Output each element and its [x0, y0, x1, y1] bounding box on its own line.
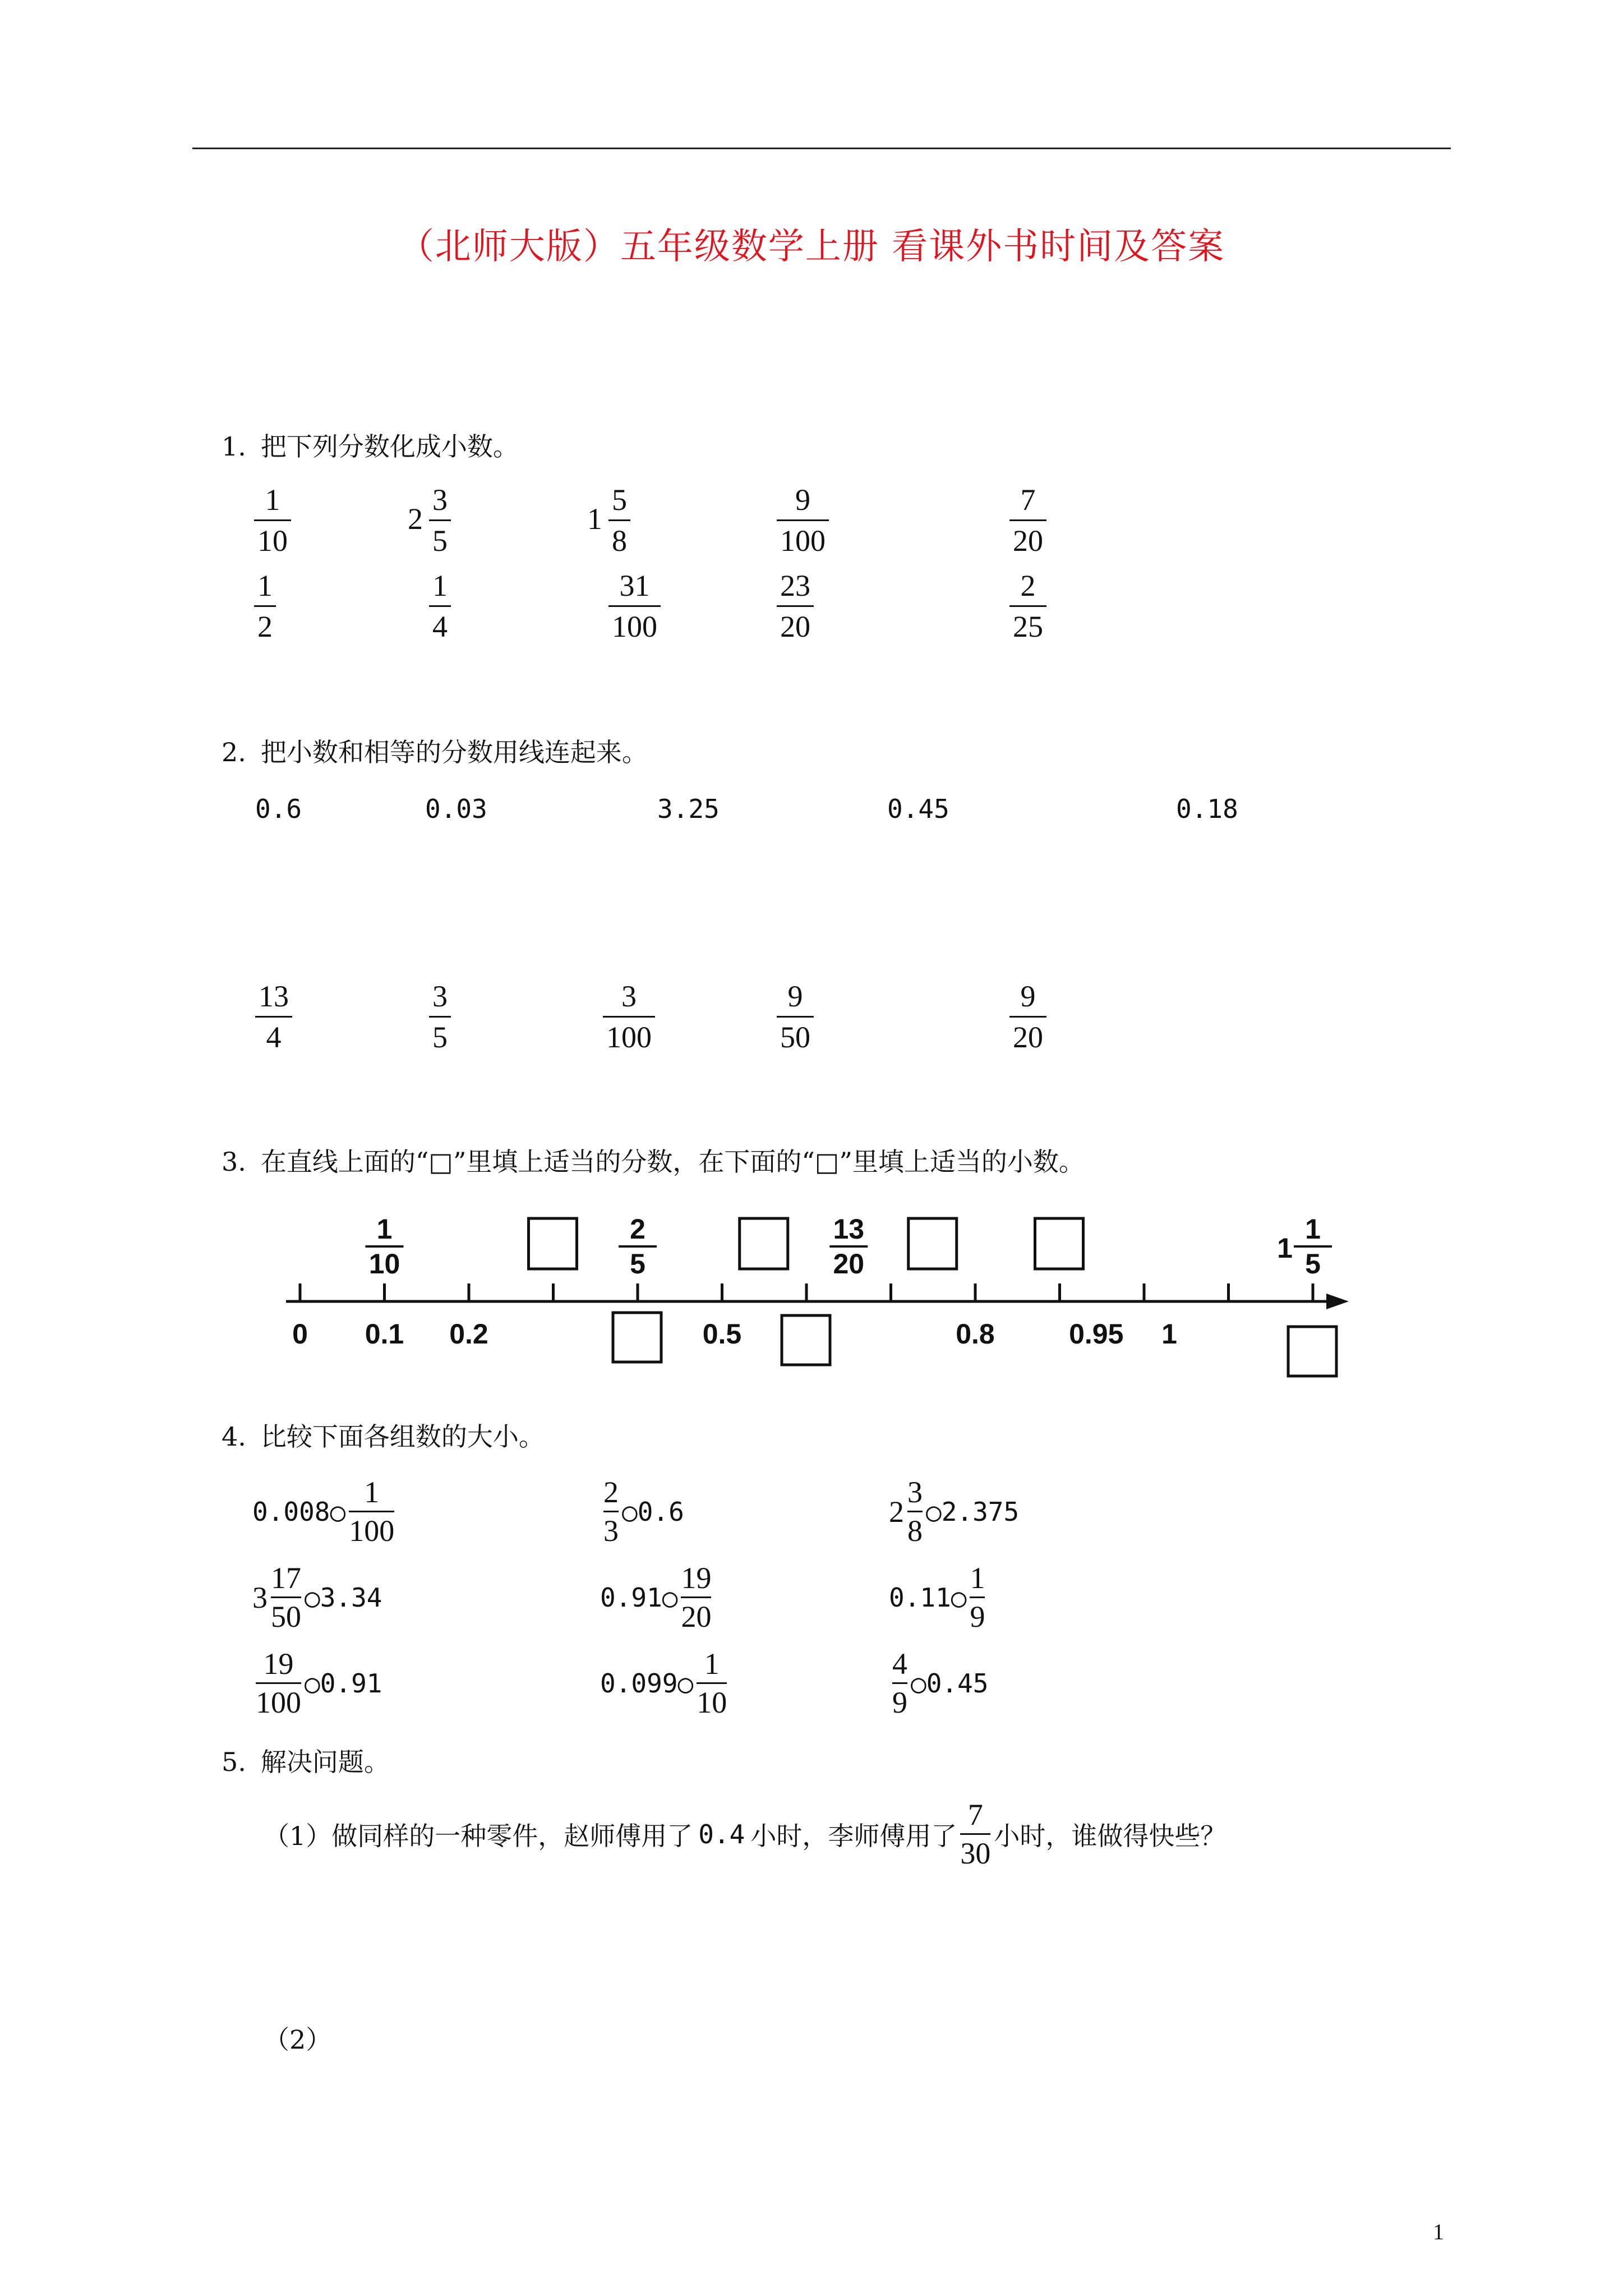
fraction — [256, 1647, 301, 1719]
number-line-fraction-numerator: 1 — [376, 1213, 393, 1245]
fraction-denominator: 3 — [603, 1514, 619, 1548]
number-line-label: 0.2 — [449, 1318, 488, 1350]
comparison-circle: ○ — [622, 1496, 638, 1527]
fraction-numerator: 2 — [603, 1475, 619, 1509]
fraction — [907, 1475, 923, 1548]
number-line-fraction-denominator: 5 — [1305, 1248, 1321, 1280]
fraction-numerator: 2 — [1020, 569, 1036, 602]
mixed-number-whole: 3 — [252, 1580, 268, 1614]
answer-box-top — [1035, 1218, 1083, 1269]
problem-1-value: 0.4 — [698, 1819, 745, 1849]
fraction-denominator: 9 — [970, 1600, 985, 1634]
number-line-fraction-numerator: 1 — [1305, 1213, 1321, 1245]
fraction-denominator: 10 — [697, 1686, 727, 1719]
fraction-numerator: 9 — [795, 483, 810, 517]
comparison-circle: ○ — [305, 1668, 320, 1699]
fraction-numerator: 3 — [907, 1475, 923, 1509]
question-1-text: 把下列分数化成小数。 — [260, 431, 519, 462]
mixed-number-whole: 1 — [587, 502, 602, 536]
number-line-label: 1 — [1161, 1318, 1177, 1350]
number-line-label: 0.8 — [956, 1318, 995, 1350]
fraction-numerator: 17 — [271, 1561, 301, 1595]
question-5-problem-2: （2） — [264, 2024, 332, 2055]
comparison-item — [600, 1561, 714, 1634]
comparison-circle: ○ — [330, 1496, 346, 1527]
fraction — [349, 1475, 394, 1548]
fraction-denominator: 4 — [432, 610, 448, 643]
fraction-denominator: 100 — [606, 1020, 652, 1054]
page-title: （北师大版）五年级数学上册 看课外书时间及答案 — [398, 226, 1225, 268]
fraction-numerator: 1 — [257, 569, 273, 602]
fraction-denominator: 9 — [892, 1686, 907, 1719]
fraction-denominator: 50 — [271, 1600, 301, 1634]
number-line-label: 0.95 — [1069, 1318, 1124, 1350]
decimal-value: 0.6 — [255, 794, 302, 824]
fraction-numerator: 3 — [432, 979, 448, 1013]
fraction-numerator: 1 — [970, 1561, 985, 1595]
question-2-number: 2. — [222, 737, 246, 767]
decimal-value: 3.34 — [320, 1582, 382, 1613]
fraction-numerator: 19 — [681, 1561, 712, 1595]
answer-box-bottom — [782, 1315, 830, 1365]
fraction — [697, 1647, 727, 1719]
answer-box-top — [740, 1218, 788, 1269]
question-3-text: 在直线上面的“□”里填上适当的分数，在下面的“□”里填上适当的小数。 — [260, 1147, 1085, 1177]
mixed-number-whole: 2 — [889, 1494, 904, 1529]
question-2-text: 把小数和相等的分数用线连起来。 — [260, 737, 648, 767]
fraction-numerator: 1 — [265, 483, 280, 517]
fraction-denominator: 20 — [780, 610, 810, 643]
fraction-denominator: 25 — [1013, 610, 1043, 643]
fraction — [892, 1647, 907, 1719]
comparison-item — [600, 1475, 684, 1548]
comparison-item — [600, 1647, 730, 1719]
problem-1-text-c: 小时，谁做得快些？ — [994, 1820, 1227, 1851]
fraction-denominator: 10 — [257, 524, 288, 558]
question-4-text: 比较下面各组数的大小。 — [260, 1421, 545, 1452]
answer-box-top — [909, 1218, 957, 1269]
question-1-number: 1. — [222, 431, 246, 462]
fraction — [970, 1561, 985, 1634]
problem-1-text-a: （1）做同样的一种零件，赵师傅用了 — [264, 1820, 693, 1851]
decimal-value: 3.25 — [657, 794, 720, 824]
fraction-numerator: 3 — [432, 483, 448, 517]
number-line-fraction-denominator: 10 — [368, 1248, 400, 1280]
page-number: 1 — [1433, 2219, 1444, 2244]
fraction-numerator: 23 — [780, 569, 810, 602]
decimal-value: 0.03 — [425, 794, 487, 824]
fraction-denominator: 2 — [257, 610, 273, 643]
problem-1-fraction — [960, 1798, 990, 1870]
question-5-text: 解决问题。 — [260, 1747, 390, 1777]
mixed-number-whole: 2 — [408, 502, 423, 536]
fraction-denominator: 100 — [256, 1686, 301, 1719]
fraction-numerator: 13 — [259, 979, 289, 1013]
comparison-circle: ○ — [305, 1582, 320, 1613]
fraction-denominator: 100 — [780, 524, 826, 558]
fraction-numerator: 31 — [619, 569, 650, 602]
fraction — [681, 1561, 711, 1634]
number-line-fraction-numerator: 2 — [630, 1213, 645, 1245]
fraction-numerator: 7 — [1020, 483, 1036, 517]
number-line-arrow — [1326, 1294, 1349, 1309]
fraction — [603, 1475, 619, 1548]
decimal-value: 0.91 — [320, 1668, 382, 1699]
number-line-label: 0.5 — [702, 1318, 742, 1350]
decimal-value: 0.18 — [1176, 794, 1238, 824]
fraction-denominator: 4 — [266, 1020, 282, 1054]
decimal-value: 0.008 — [252, 1496, 330, 1527]
comparison-circle: ○ — [911, 1668, 926, 1699]
fraction-denominator: 20 — [1013, 524, 1043, 558]
fraction-denominator: 30 — [960, 1837, 991, 1870]
comparison-item — [889, 1647, 988, 1719]
decimal-value: 0.099 — [600, 1668, 678, 1699]
fraction-denominator: 8 — [907, 1514, 923, 1548]
comparison-circle: ○ — [677, 1668, 694, 1699]
question-5-problem-1 — [264, 1798, 1226, 1870]
answer-box-bottom — [613, 1313, 661, 1362]
question-4-number: 4. — [222, 1421, 246, 1452]
answer-box-bottom — [1288, 1327, 1336, 1376]
fraction-numerator: 3 — [621, 979, 637, 1013]
comparison-circle: ○ — [926, 1496, 942, 1527]
fraction-denominator: 20 — [681, 1600, 712, 1634]
comparison-item — [889, 1475, 1019, 1548]
fraction-denominator: 5 — [432, 524, 448, 558]
question-5-number: 5. — [222, 1747, 246, 1777]
number-line-label: 0 — [292, 1318, 308, 1350]
problem-1-text-b: 小时，李师傅用了 — [750, 1820, 957, 1851]
fraction — [271, 1561, 301, 1634]
decimal-value: 0.45 — [926, 1668, 989, 1699]
decimal-value: 0.45 — [887, 794, 949, 824]
comparison-item — [252, 1475, 398, 1548]
decimal-value: 0.91 — [600, 1582, 662, 1613]
question-5 — [222, 1742, 390, 1779]
fraction-denominator: 8 — [612, 524, 627, 558]
decimal-value: 0.11 — [889, 1582, 951, 1613]
fraction-denominator: 5 — [432, 1020, 448, 1054]
fraction-denominator: 100 — [612, 610, 657, 643]
number-line-fraction-whole: 1 — [1277, 1232, 1293, 1264]
fraction-numerator: 9 — [1020, 979, 1036, 1013]
fraction-denominator: 100 — [349, 1514, 395, 1548]
fraction-denominator: 20 — [1013, 1020, 1043, 1054]
fraction-numerator: 4 — [892, 1647, 907, 1681]
fraction-numerator: 19 — [263, 1647, 294, 1681]
fraction-numerator: 1 — [704, 1647, 720, 1681]
decimal-value: 2.375 — [941, 1496, 1020, 1527]
answer-box-top — [529, 1218, 577, 1269]
number-line-fraction-denominator: 20 — [833, 1248, 865, 1280]
fraction-denominator: 50 — [780, 1020, 810, 1054]
comparison-item — [252, 1561, 382, 1634]
fraction-numerator: 1 — [364, 1475, 380, 1509]
question-4 — [222, 1416, 545, 1453]
fraction-numerator: 7 — [967, 1798, 983, 1832]
comparison-item — [889, 1561, 988, 1634]
comparison-item — [252, 1647, 382, 1719]
comparison-circle: ○ — [662, 1582, 678, 1613]
fraction-numerator: 9 — [787, 979, 803, 1013]
number-line-fraction-numerator: 13 — [833, 1213, 865, 1245]
decimal-value: 0.6 — [637, 1496, 684, 1527]
number-line-label: 0.1 — [365, 1318, 404, 1350]
number-line-fraction-denominator: 5 — [630, 1248, 645, 1280]
comparison-circle: ○ — [951, 1582, 967, 1613]
fraction-numerator: 1 — [432, 569, 448, 602]
question-3-number: 3. — [222, 1147, 246, 1177]
fraction-numerator: 5 — [612, 483, 627, 517]
